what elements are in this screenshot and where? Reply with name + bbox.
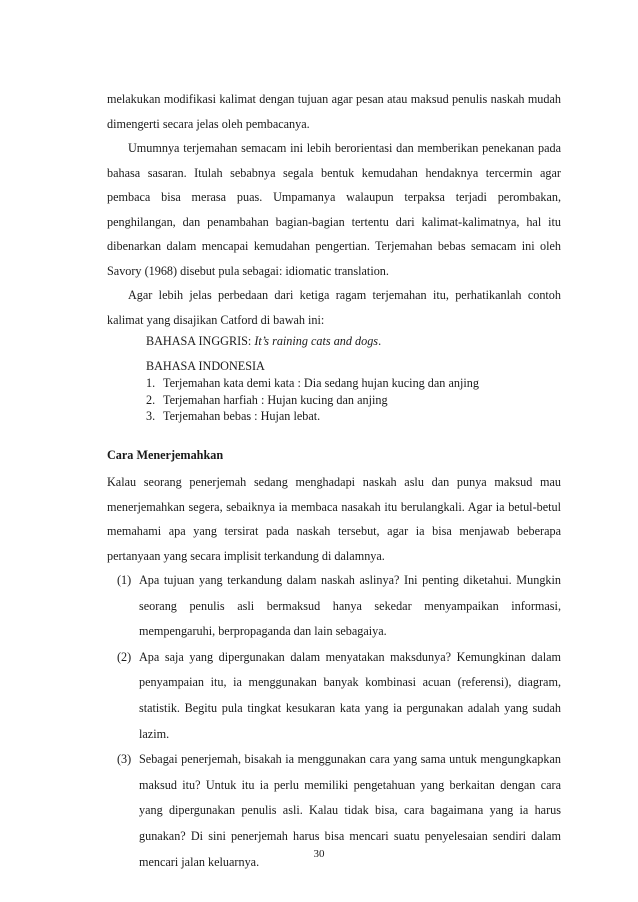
list-item <box>146 375 561 392</box>
question-item <box>117 645 561 747</box>
list-number: 2. <box>146 392 156 407</box>
indonesian-label: BAHASA INDONESIA <box>146 359 265 373</box>
page-content <box>107 87 561 875</box>
section-intro-paragraph: Kalau seorang penerjemah sedang menghadapi naskah aslu dan punya maksud mau menerjemahkan segera, sebaiknya ia membaca nasakah itu berulangkali. Agar ia betul-betul memahami apa yang tersirat pada naskah tersebut, agar ia bisa menjawab beberapa pertanyaan yang secara implisit terkandung di dalamnya. <box>107 475 561 563</box>
english-example-line <box>146 333 561 350</box>
english-sentence: It’s raining cats and dogs <box>254 334 379 348</box>
list-item <box>146 392 561 409</box>
section-heading: Cara Menerjemahkan <box>107 447 224 462</box>
page-number: 30 <box>313 848 325 860</box>
translation-type-list <box>146 375 561 425</box>
list-text: Terjemahan harfiah : Hujan kucing dan anjing <box>163 392 388 407</box>
list-item <box>146 408 561 425</box>
list-number: 1. <box>146 376 156 390</box>
translation-example <box>146 333 561 425</box>
paragraph-catford-intro: Agar lebih jelas perbedaan dari ketiga ragam terjemahan itu, perhatikanlah contoh kalimat yang disajikan Catford di bawah ini: <box>107 288 561 327</box>
english-label: BAHASA INGGRIS: <box>146 334 255 348</box>
paragraph-free-translation: Umumnya terjemahan semacam ini lebih berorientasi dan memberikan penekanan pada bahasa sasaran. Itulah sebabnya segala bentuk kemudahan hendaknya tercermin agar pembaca bisa merasa puas. Umpamanya walaupun terpaksa terjadi perombakan, penghilangan, dan penambahan bagian-bagian tertentu dari kalimat-kalimatnya, hal itu dibenarkan dalam mencapai kemudahan pengertian. Terjemahan bebas semacam ini oleh Savory (1968) disebut pula sebagai: idiomatic translation. <box>107 141 561 278</box>
question-text: Sebagai penerjemah, bisakah ia menggunakan cara yang sama untuk mengungkapkan maksud itu? Untuk itu ia perlu memiliki pengetahuan yang berkaitan dengan cara yang dipergunakan penulis asli. Kalau tidak bisa, cara bagaimana yang ia harus gunakan? Di sini penerjemah harus bisa mencari suatu penyelesaian sendiri dalam mencari jalan keluarnya. <box>139 752 561 869</box>
list-text: Terjemahan kata demi kata : Dia sedang hujan kucing dan anjing <box>163 376 479 390</box>
english-end: . <box>378 334 382 348</box>
question-list <box>107 568 561 875</box>
question-number: (2) <box>117 649 132 664</box>
list-text: Terjemahan bebas : Hujan lebat. <box>163 409 321 423</box>
question-number: (3) <box>117 752 132 767</box>
question-number: (1) <box>117 573 132 587</box>
question-text: Apa tujuan yang terkandung dalam naskah aslinya? Ini penting diketahui. Mungkin seorang penulis asli bermaksud hanya sekedar menyampaikan informasi, mempengaruhi, berpropaganda dan lain sebagaiya. <box>139 573 561 639</box>
question-text: Apa saja yang dipergunakan dalam menyatakan maksdunya? Kemungkinan dalam penyampaian itu, ia menggunakan banyak kombinasi acuan (referensi), diagram, statistik. Begitu pula tingkat kesukaran kata yang ia pergunakan adalah yang sudah lazim. <box>139 649 561 741</box>
paragraph-continuation: melakukan modifikasi kalimat dengan tujuan agar pesan atau maksud penulis naskah mudah dimengerti secara jelas oleh pembacanya. <box>107 92 561 131</box>
question-item <box>117 568 561 645</box>
list-number: 3. <box>146 409 156 423</box>
